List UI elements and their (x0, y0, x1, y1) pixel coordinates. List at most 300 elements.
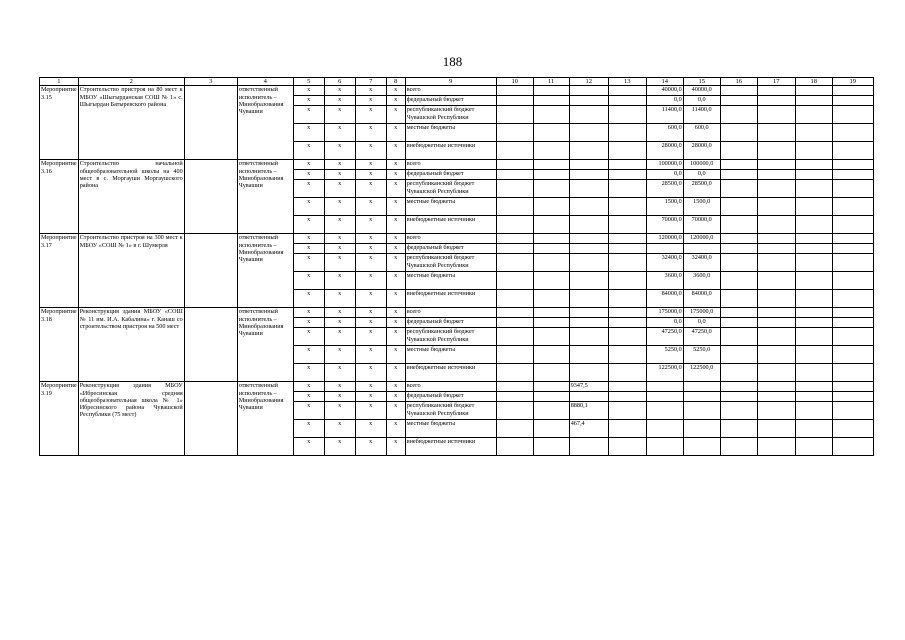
funding-source-label: местные бюджеты (405, 124, 496, 142)
value-cell-12 (569, 160, 608, 170)
code-cell: x (324, 106, 355, 124)
column-number-19: 19 (832, 78, 873, 86)
code-cell: x (386, 160, 405, 170)
funding-source-label: местные бюджеты (405, 198, 496, 216)
code-cell: x (386, 328, 405, 346)
code-cell: x (355, 216, 386, 234)
code-cell: x (386, 364, 405, 382)
code-cell: x (293, 198, 324, 216)
value-cell-12 (569, 392, 608, 402)
code-cell: x (355, 346, 386, 364)
value-cell-12 (569, 124, 608, 142)
empty-cell (496, 124, 533, 142)
code-cell: x (386, 346, 405, 364)
empty-cell (608, 308, 646, 318)
value-cell-14: 40000,0 (646, 86, 683, 96)
empty-cell (533, 142, 569, 160)
code-cell: x (293, 420, 324, 438)
empty-cell (832, 402, 873, 420)
empty-cell (533, 170, 569, 180)
empty-cell (533, 160, 569, 170)
empty-cell (496, 198, 533, 216)
measure-code: Мероприятие 3.18 (40, 308, 79, 382)
funding-source-label: внебюджетные источники (405, 216, 496, 234)
empty-cell (533, 106, 569, 124)
empty-cell (832, 244, 873, 254)
value-cell-15: 600,0 (683, 124, 720, 142)
code-cell: x (293, 160, 324, 170)
empty-cell (533, 254, 569, 272)
funding-source-label: местные бюджеты (405, 272, 496, 290)
column-number-4: 4 (237, 78, 293, 86)
empty-cell (757, 96, 795, 106)
empty-cell (533, 244, 569, 254)
empty-cell (832, 364, 873, 382)
empty-cell (795, 402, 832, 420)
funding-source-label: федеральный бюджет (405, 96, 496, 106)
code-cell: x (293, 180, 324, 198)
empty-cell (795, 244, 832, 254)
empty-cell (795, 438, 832, 456)
code-cell: x (386, 290, 405, 308)
empty-cell (608, 290, 646, 308)
measure-name: Строительство пристроя на 300 мест к МБОУ «СОШ № 1» в г. Шумерля (78, 234, 184, 308)
funding-source-label: внебюджетные источники (405, 438, 496, 456)
funding-source-label: всего (405, 86, 496, 96)
code-cell: x (355, 198, 386, 216)
measure-name: Строительство пристроя на 80 мест к МБОУ «Шыгырданская СОШ № 1» с. Шыгырдан Батыревского района (78, 86, 184, 160)
code-cell: x (293, 272, 324, 290)
empty-cell (496, 244, 533, 254)
empty-cell (795, 272, 832, 290)
funding-source-label: федеральный бюджет (405, 392, 496, 402)
column-number-18: 18 (795, 78, 832, 86)
column-number-11: 11 (533, 78, 569, 86)
empty-cell (496, 382, 533, 392)
column-number-3: 3 (184, 78, 237, 86)
code-cell: x (355, 142, 386, 160)
responsible-executor: ответственный исполнитель – Минобразования Чувашии (237, 234, 293, 308)
measure-code: Мероприятие 3.19 (40, 382, 79, 456)
value-cell-14: 84000,0 (646, 290, 683, 308)
empty-cell (757, 160, 795, 170)
value-cell-12 (569, 364, 608, 382)
value-cell-12: 9347,5 (569, 382, 608, 392)
empty-cell (832, 180, 873, 198)
empty-cell (832, 420, 873, 438)
code-cell: x (324, 254, 355, 272)
empty-cell (608, 244, 646, 254)
value-cell-12 (569, 106, 608, 124)
empty-cell (795, 290, 832, 308)
empty-cell (720, 160, 757, 170)
empty-cell (608, 364, 646, 382)
empty-cell (795, 308, 832, 318)
value-cell-15: 84000,0 (683, 290, 720, 308)
empty-cell (608, 382, 646, 392)
empty-cell (757, 308, 795, 318)
value-cell-15 (683, 382, 720, 392)
empty-cell (608, 438, 646, 456)
empty-cell (757, 420, 795, 438)
empty-cell (795, 86, 832, 96)
empty-cell (533, 420, 569, 438)
code-cell: x (386, 254, 405, 272)
empty-cell (757, 124, 795, 142)
empty-cell (496, 142, 533, 160)
code-cell: x (324, 318, 355, 328)
empty-cell (757, 272, 795, 290)
code-cell: x (293, 244, 324, 254)
empty-cell (795, 96, 832, 106)
value-cell-14: 32400,0 (646, 254, 683, 272)
code-cell: x (386, 308, 405, 318)
empty-cell (832, 438, 873, 456)
value-cell-12 (569, 142, 608, 160)
empty-cell (496, 234, 533, 244)
code-cell: x (293, 216, 324, 234)
code-cell: x (293, 318, 324, 328)
value-cell-14 (646, 244, 683, 254)
empty-cell (533, 86, 569, 96)
empty-cell (496, 308, 533, 318)
empty-cell (608, 86, 646, 96)
value-cell-12 (569, 318, 608, 328)
empty-cell (720, 290, 757, 308)
empty-cell (720, 234, 757, 244)
value-cell-15: 70000,0 (683, 216, 720, 234)
column-number-15: 15 (683, 78, 720, 86)
code-cell: x (293, 124, 324, 142)
value-cell-12: 467,4 (569, 420, 608, 438)
empty-cell (757, 254, 795, 272)
empty-cell (832, 346, 873, 364)
value-cell-14: 122500,0 (646, 364, 683, 382)
measure-name: Строительство начальной общеобразовательной школы на 400 мест в с. Моргауши Моргаушского района (78, 160, 184, 234)
code-cell: x (355, 328, 386, 346)
empty-cell (184, 308, 237, 382)
funding-source-label: всего (405, 308, 496, 318)
empty-cell (757, 346, 795, 364)
code-cell: x (324, 346, 355, 364)
value-cell-14: 5250,0 (646, 346, 683, 364)
responsible-executor: ответственный исполнитель – Минобразования Чувашии (237, 382, 293, 456)
empty-cell (757, 438, 795, 456)
empty-cell (720, 254, 757, 272)
value-cell-15 (683, 392, 720, 402)
column-number-1: 1 (40, 78, 79, 86)
table-row (40, 234, 874, 244)
measure-name: Реконструкция здания МБОУ «Ибресинская средняя общеобразовательная школа № 1» Ибресинского района Чувашской Республики (75 мест) (78, 382, 184, 456)
empty-cell (608, 234, 646, 244)
value-cell-12 (569, 96, 608, 106)
empty-cell (832, 328, 873, 346)
code-cell: x (324, 420, 355, 438)
funding-source-label: внебюджетные источники (405, 142, 496, 160)
empty-cell (757, 106, 795, 124)
empty-cell (757, 402, 795, 420)
empty-cell (608, 160, 646, 170)
empty-cell (795, 364, 832, 382)
funding-source-label: всего (405, 382, 496, 392)
empty-cell (795, 106, 832, 124)
empty-cell (757, 142, 795, 160)
code-cell: x (324, 216, 355, 234)
column-number-5: 5 (293, 78, 324, 86)
empty-cell (832, 308, 873, 318)
empty-cell (757, 198, 795, 216)
code-cell: x (293, 170, 324, 180)
value-cell-15: 3600,0 (683, 272, 720, 290)
value-cell-12 (569, 198, 608, 216)
empty-cell (720, 364, 757, 382)
empty-cell (533, 438, 569, 456)
code-cell: x (324, 180, 355, 198)
empty-cell (608, 254, 646, 272)
table-row (40, 160, 874, 170)
value-cell-14: 0,0 (646, 96, 683, 106)
funding-source-label: республиканский бюджет Чувашской Республики (405, 106, 496, 124)
funding-source-label: местные бюджеты (405, 346, 496, 364)
empty-cell (496, 438, 533, 456)
funding-source-label: внебюджетные источники (405, 290, 496, 308)
empty-cell (795, 180, 832, 198)
empty-cell (533, 382, 569, 392)
code-cell: x (324, 328, 355, 346)
value-cell-15: 28000,0 (683, 142, 720, 160)
code-cell: x (324, 86, 355, 96)
empty-cell (533, 346, 569, 364)
empty-cell (608, 272, 646, 290)
responsible-executor: ответственный исполнитель – Минобразования Чувашии (237, 86, 293, 160)
empty-cell (496, 96, 533, 106)
code-cell: x (293, 290, 324, 308)
empty-cell (608, 402, 646, 420)
funding-source-label: федеральный бюджет (405, 318, 496, 328)
value-cell-14 (646, 438, 683, 456)
column-number-8: 8 (386, 78, 405, 86)
empty-cell (757, 216, 795, 234)
empty-cell (496, 254, 533, 272)
column-number-16: 16 (720, 78, 757, 86)
empty-cell (533, 198, 569, 216)
empty-cell (608, 106, 646, 124)
empty-cell (720, 438, 757, 456)
code-cell: x (386, 124, 405, 142)
value-cell-14: 47250,0 (646, 328, 683, 346)
code-cell: x (386, 402, 405, 420)
code-cell: x (324, 272, 355, 290)
code-cell: x (324, 244, 355, 254)
value-cell-14: 1500,0 (646, 198, 683, 216)
empty-cell (832, 318, 873, 328)
measure-code: Мероприятие 3.16 (40, 160, 79, 234)
empty-cell (757, 382, 795, 392)
empty-cell (608, 216, 646, 234)
value-cell-15: 5250,0 (683, 346, 720, 364)
code-cell: x (355, 290, 386, 308)
empty-cell (608, 318, 646, 328)
empty-cell (720, 382, 757, 392)
value-cell-12 (569, 170, 608, 180)
empty-cell (533, 290, 569, 308)
value-cell-15: 0,0 (683, 170, 720, 180)
value-cell-15 (683, 244, 720, 254)
funding-source-label: внебюджетные источники (405, 364, 496, 382)
code-cell: x (386, 244, 405, 254)
empty-cell (496, 364, 533, 382)
code-cell: x (386, 382, 405, 392)
value-cell-12 (569, 254, 608, 272)
empty-cell (533, 308, 569, 318)
code-cell: x (324, 96, 355, 106)
empty-cell (496, 402, 533, 420)
code-cell: x (386, 272, 405, 290)
code-cell: x (386, 198, 405, 216)
funding-source-label: федеральный бюджет (405, 170, 496, 180)
code-cell: x (355, 96, 386, 106)
value-cell-14 (646, 420, 683, 438)
empty-cell (608, 198, 646, 216)
value-cell-14 (646, 382, 683, 392)
funding-source-label: республиканский бюджет Чувашской Республики (405, 328, 496, 346)
value-cell-15: 0,0 (683, 318, 720, 328)
empty-cell (720, 402, 757, 420)
code-cell: x (386, 216, 405, 234)
value-cell-15: 32400,0 (683, 254, 720, 272)
funding-source-label: федеральный бюджет (405, 244, 496, 254)
code-cell: x (324, 124, 355, 142)
code-cell: x (355, 106, 386, 124)
empty-cell (795, 254, 832, 272)
value-cell-14 (646, 392, 683, 402)
code-cell: x (355, 438, 386, 456)
code-cell: x (293, 234, 324, 244)
value-cell-14: 28500,0 (646, 180, 683, 198)
value-cell-12 (569, 346, 608, 364)
code-cell: x (324, 170, 355, 180)
empty-cell (832, 392, 873, 402)
code-cell: x (324, 160, 355, 170)
code-cell: x (293, 86, 324, 96)
funding-source-label: всего (405, 160, 496, 170)
empty-cell (795, 124, 832, 142)
empty-cell (720, 308, 757, 318)
table-row (40, 382, 874, 392)
code-cell: x (293, 382, 324, 392)
measure-code: Мероприятие 3.17 (40, 234, 79, 308)
empty-cell (720, 272, 757, 290)
empty-cell (533, 318, 569, 328)
empty-cell (832, 198, 873, 216)
value-cell-15: 28500,0 (683, 180, 720, 198)
empty-cell (795, 234, 832, 244)
code-cell: x (355, 392, 386, 402)
empty-cell (832, 96, 873, 106)
code-cell: x (355, 170, 386, 180)
value-cell-15: 100000,0 (683, 160, 720, 170)
column-number-row (40, 78, 874, 86)
empty-cell (832, 254, 873, 272)
empty-cell (832, 170, 873, 180)
value-cell-14: 120000,0 (646, 234, 683, 244)
code-cell: x (386, 170, 405, 180)
empty-cell (608, 142, 646, 160)
empty-cell (496, 86, 533, 96)
code-cell: x (355, 124, 386, 142)
empty-cell (795, 142, 832, 160)
value-cell-15: 40000,0 (683, 86, 720, 96)
measure-code: Мероприятие 3.15 (40, 86, 79, 160)
code-cell: x (293, 308, 324, 318)
code-cell: x (293, 346, 324, 364)
code-cell: x (355, 382, 386, 392)
value-cell-14: 3600,0 (646, 272, 683, 290)
code-cell: x (324, 402, 355, 420)
code-cell: x (386, 96, 405, 106)
empty-cell (533, 124, 569, 142)
value-cell-12 (569, 290, 608, 308)
empty-cell (496, 290, 533, 308)
empty-cell (795, 392, 832, 402)
empty-cell (720, 420, 757, 438)
column-number-7: 7 (355, 78, 386, 86)
empty-cell (832, 382, 873, 392)
empty-cell (757, 244, 795, 254)
funding-source-label: республиканский бюджет Чувашской Республики (405, 402, 496, 420)
funding-source-label: республиканский бюджет Чувашской Республики (405, 254, 496, 272)
column-number-6: 6 (324, 78, 355, 86)
empty-cell (533, 402, 569, 420)
page-number: 188 (442, 54, 463, 69)
value-cell-12 (569, 216, 608, 234)
empty-cell (795, 198, 832, 216)
empty-cell (795, 346, 832, 364)
code-cell: x (293, 254, 324, 272)
empty-cell (832, 106, 873, 124)
value-cell-14: 0,0 (646, 170, 683, 180)
value-cell-14: 600,0 (646, 124, 683, 142)
empty-cell (496, 106, 533, 124)
code-cell: x (293, 106, 324, 124)
funding-source-label: местные бюджеты (405, 420, 496, 438)
code-cell: x (355, 244, 386, 254)
code-cell: x (386, 318, 405, 328)
empty-cell (533, 216, 569, 234)
code-cell: x (355, 160, 386, 170)
empty-cell (720, 318, 757, 328)
empty-cell (720, 170, 757, 180)
empty-cell (832, 234, 873, 244)
funding-source-label: всего (405, 234, 496, 244)
value-cell-12 (569, 308, 608, 318)
empty-cell (795, 318, 832, 328)
value-cell-15 (683, 438, 720, 456)
value-cell-12 (569, 86, 608, 96)
column-number-9: 9 (405, 78, 496, 86)
empty-cell (533, 328, 569, 346)
code-cell: x (324, 234, 355, 244)
code-cell: x (386, 86, 405, 96)
value-cell-14: 28000,0 (646, 142, 683, 160)
empty-cell (608, 328, 646, 346)
empty-cell (533, 272, 569, 290)
empty-cell (608, 420, 646, 438)
empty-cell (496, 180, 533, 198)
code-cell: x (324, 438, 355, 456)
value-cell-14: 11400,0 (646, 106, 683, 124)
empty-cell (533, 180, 569, 198)
